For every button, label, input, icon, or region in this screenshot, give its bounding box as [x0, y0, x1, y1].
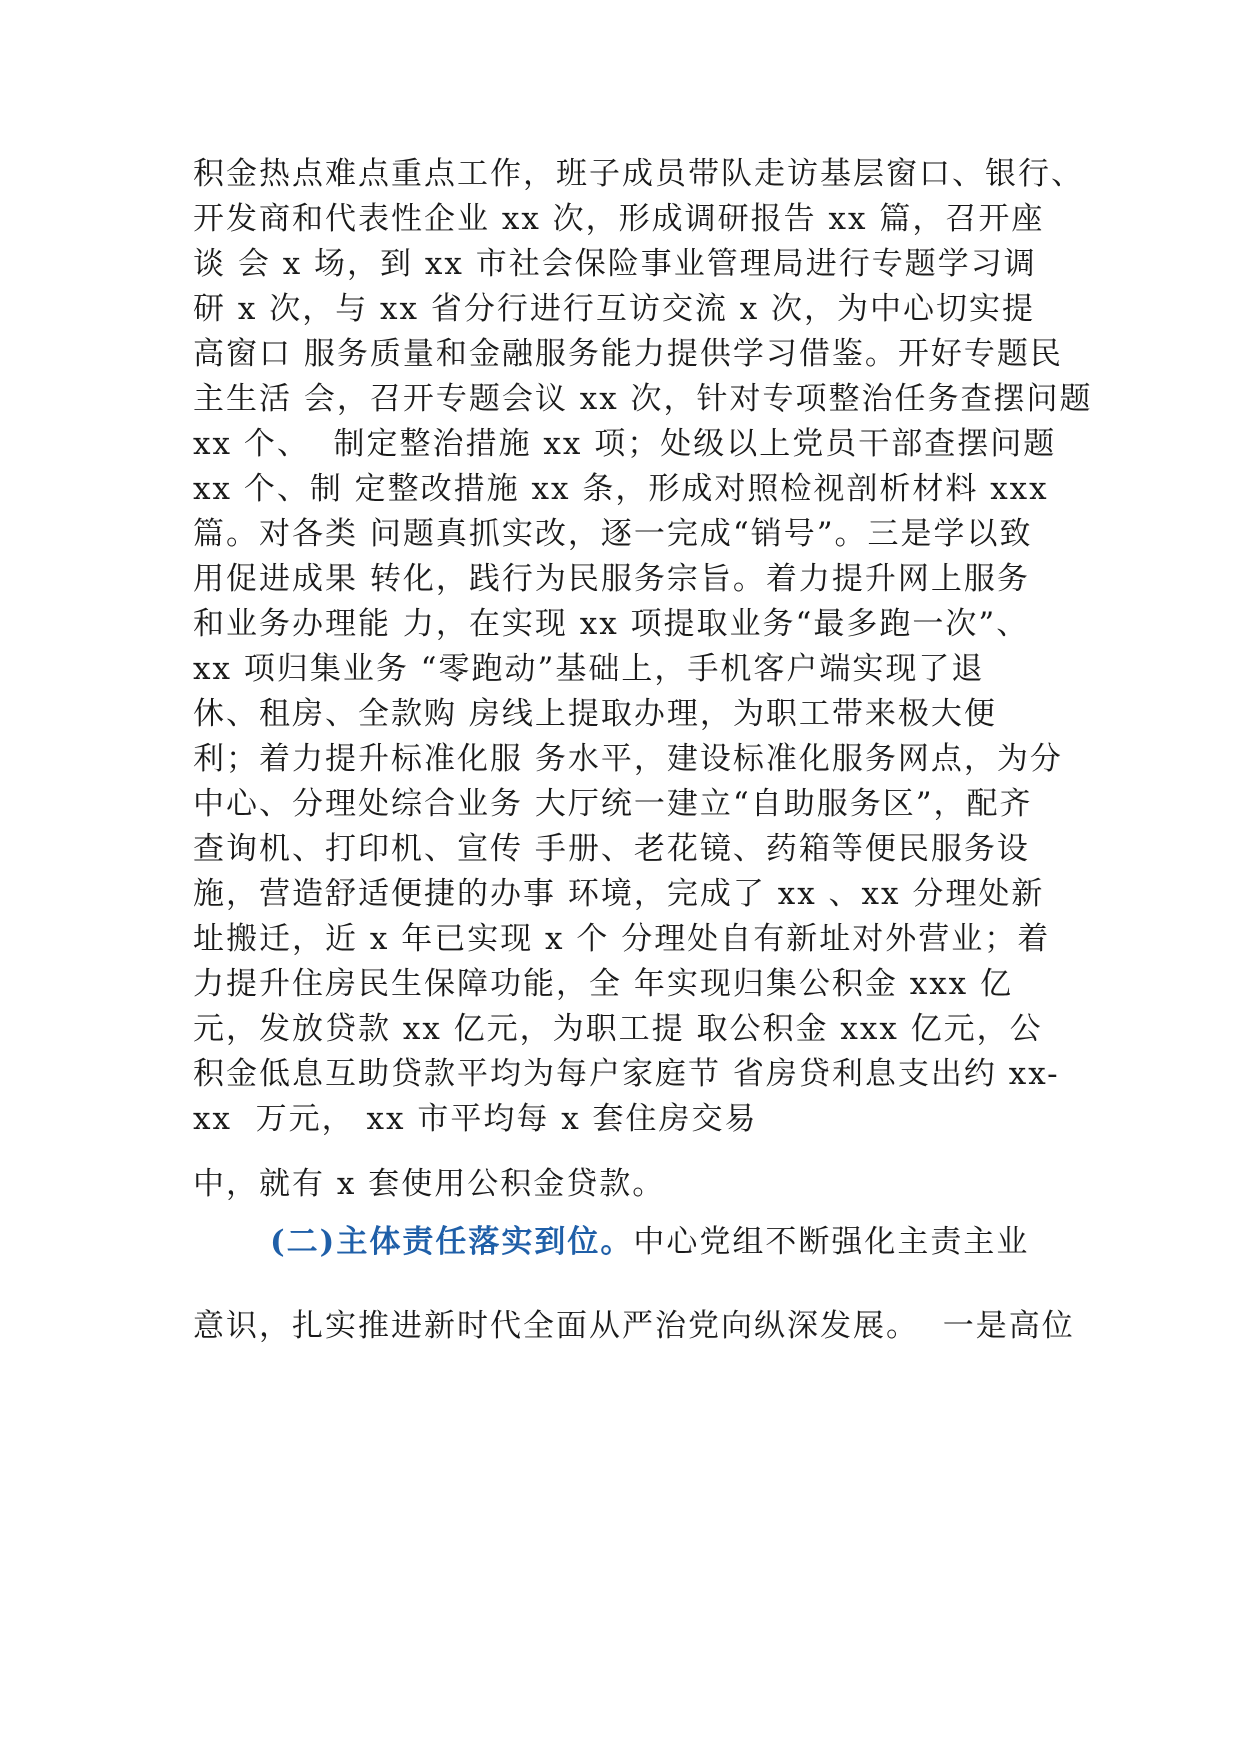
- body-line: 和业务办理能 力，在实现 xx 项提取业务“最多跑一次”、: [193, 606, 1030, 642]
- section-heading-line: [270, 1222, 1029, 1262]
- body-line: 篇。对各类 问题真抓实改，逐一完成“销号”。三是学以致: [193, 516, 1033, 552]
- body-line: 开发商和代表性企业 xx 次，形成调研报告 xx 篇，召开座: [193, 201, 1045, 237]
- body-line: 高窗口 服务质量和金融服务能力提供学习借鉴。开好专题民: [193, 336, 1063, 372]
- body-line: xx 个、制 定整改措施 xx 条，形成对照检视剖析材料 xxx: [193, 471, 1049, 507]
- body-line: 施，营造舒适便捷的办事 环境，完成了 xx 、xx 分理处新: [193, 876, 1045, 912]
- body-line: 意识，扎实推进新时代全面从严治党向纵深发展。 一是高位: [193, 1308, 1075, 1344]
- body-line: xx 万元， xx 市平均每 x 套住房交易: [193, 1101, 758, 1137]
- body-line: xx 个、 制定整治措施 xx 项；处级以上党员干部查摆问题: [193, 426, 1057, 462]
- body-line: 址搬迁，近 x 年已实现 x 个 分理处自有新址对外营业；着: [193, 921, 1051, 957]
- body-line: 研 x 次，与 xx 省分行进行互访交流 x 次，为中心切实提: [193, 291, 1036, 327]
- section-heading: (二)主体责任落实到位。: [270, 1224, 634, 1260]
- body-line: 利；着力提升标准化服 务水平，建设标准化服务网点，为分: [193, 741, 1063, 777]
- body-line: 力提升住房民生保障功能，全 年实现归集公积金 xxx 亿: [193, 966, 1014, 1002]
- body-line: 积金热点难点重点工作，班子成员带队走访基层窗口、银行、: [193, 156, 1084, 192]
- body-line: 积金低息互助贷款平均为每户家庭节 省房贷利息支出约 xx-: [193, 1056, 1060, 1092]
- body-line: 中心、分理处综合业务 大厅统一建立“自助服务区”，配齐: [193, 786, 1033, 822]
- body-line: xx 项归集业务 “零跑动”基础上，手机客户端实现了退: [193, 651, 985, 687]
- body-line: 查询机、打印机、宣传 手册、老花镜、药箱等便民服务设: [193, 831, 1030, 867]
- body-line: 主生活 会，召开专题会议 xx 次，针对专项整治任务查摆问题: [193, 381, 1093, 417]
- body-line: 休、租房、全款购 房线上提取办理，为职工带来极大便: [193, 696, 997, 732]
- body-line: 谈 会 x 场，到 xx 市社会保险事业管理局进行专题学习调: [193, 246, 1037, 282]
- section-heading-rest: 中心党组不断强化主责主业: [633, 1224, 1030, 1260]
- body-line: 用促进成果 转化，践行为民服务宗旨。着力提升网上服务: [193, 561, 1030, 597]
- body-line: 元，发放贷款 xx 亿元，为职工提 取公积金 xxx 亿元，公: [193, 1011, 1043, 1047]
- body-line: 中，就有 x 套使用公积金贷款。: [193, 1166, 666, 1202]
